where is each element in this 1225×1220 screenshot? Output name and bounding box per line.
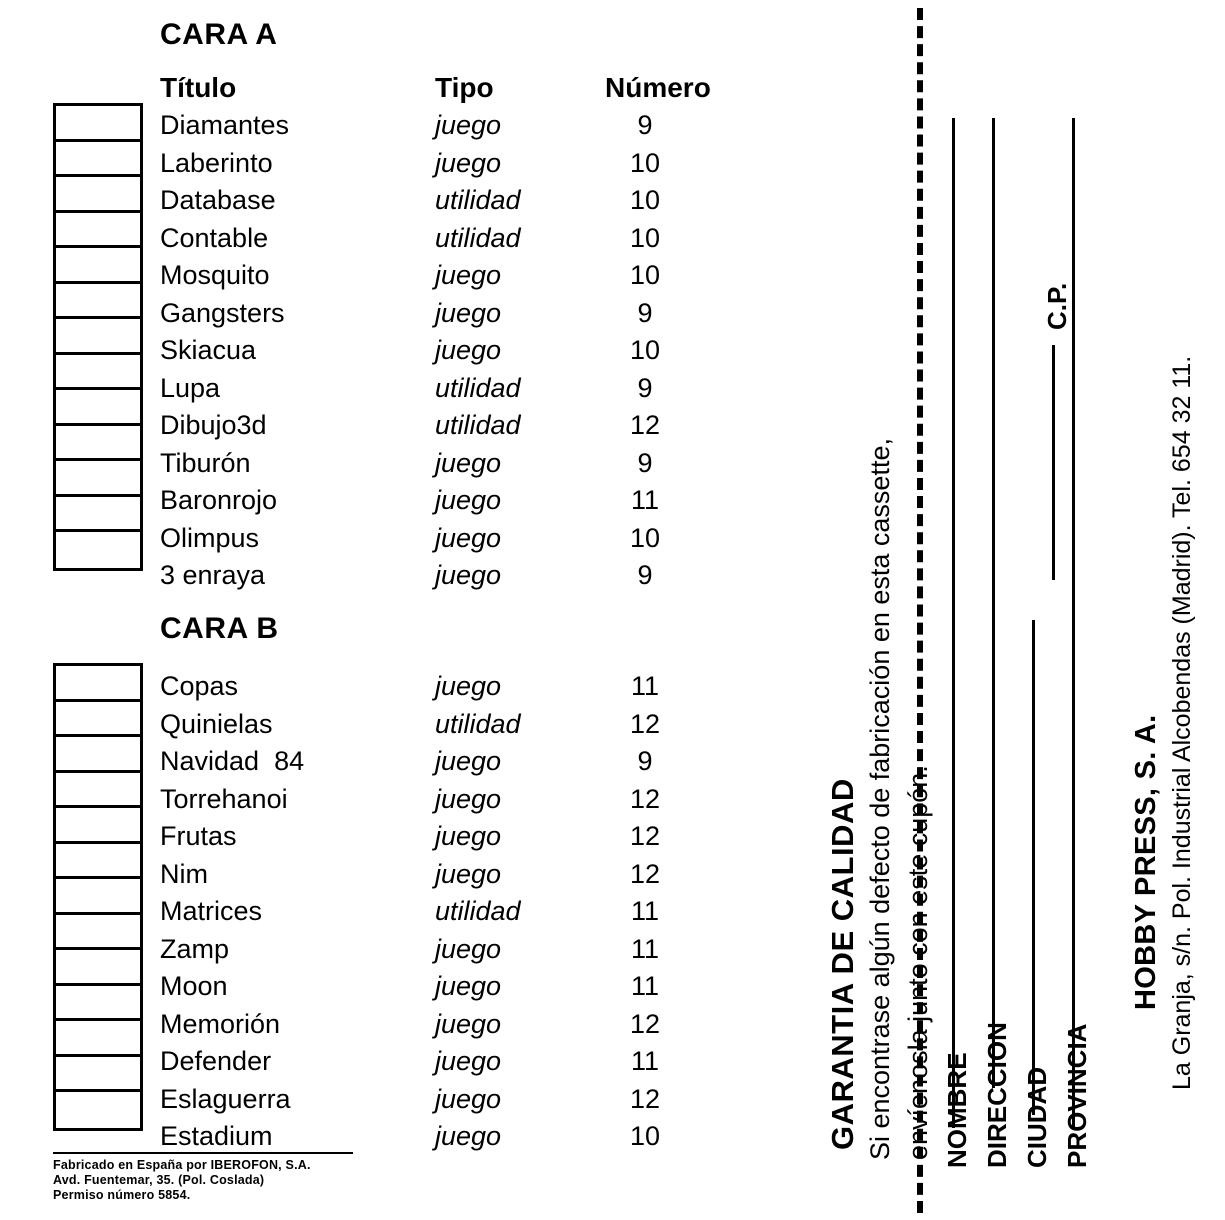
track-checkbox[interactable] xyxy=(56,213,140,249)
track-title: Olimpus xyxy=(160,522,260,553)
track-row xyxy=(160,260,760,296)
field-label-direccion: DIRECCION xyxy=(982,1022,1012,1168)
field-label-ciudad: CIUDAD xyxy=(1022,1066,1052,1168)
track-row xyxy=(160,410,760,446)
cut-dashed-line xyxy=(917,8,923,1213)
field-rule-provincia[interactable] xyxy=(1072,118,1075,1128)
track-type: juego xyxy=(435,1083,502,1114)
track-row xyxy=(160,523,760,559)
track-number: 9 xyxy=(637,447,653,478)
track-number: 12 xyxy=(629,783,661,814)
track-type: juego xyxy=(435,560,502,590)
track-checkbox[interactable] xyxy=(56,426,140,462)
track-number: 12 xyxy=(629,1083,661,1114)
track-row xyxy=(160,859,760,895)
track-row xyxy=(160,1084,760,1120)
track-type: utilidad xyxy=(435,372,521,403)
track-title: Lupa xyxy=(160,372,221,403)
fineprint-line: Fabricado en España por IBEROFON, S.A. xyxy=(53,1158,311,1172)
track-type: juego xyxy=(435,1121,502,1151)
track-row xyxy=(160,448,760,484)
track-type: juego xyxy=(435,110,502,140)
field-rule-direccion[interactable] xyxy=(992,118,995,1088)
track-title: Copas xyxy=(160,671,239,701)
track-number: 12 xyxy=(629,821,661,851)
track-title: Frutas xyxy=(160,821,237,851)
track-title: Mosquito xyxy=(160,260,270,290)
fineprint-line: Avd. Fuentemar, 35. (Pol. Coslada) xyxy=(53,1173,265,1187)
track-title: Tiburón xyxy=(160,447,251,478)
track-number: 10 xyxy=(629,147,661,178)
track-title: Matrices xyxy=(160,896,263,926)
track-number: 10 xyxy=(629,260,661,290)
track-row xyxy=(160,148,760,184)
track-checkbox[interactable] xyxy=(56,1092,140,1128)
track-type: utilidad xyxy=(435,708,521,739)
track-type: juego xyxy=(435,147,502,178)
track-number: 9 xyxy=(637,746,653,776)
track-title: Database xyxy=(160,185,276,215)
side-b-heading: CARA B xyxy=(160,612,279,645)
track-checkbox[interactable] xyxy=(56,950,140,986)
track-title: Memorión xyxy=(160,1008,281,1039)
track-title: Skiacua xyxy=(160,335,257,365)
track-checkbox[interactable] xyxy=(56,844,140,880)
track-number: 10 xyxy=(629,222,661,253)
track-row xyxy=(160,934,760,970)
track-checkbox[interactable] xyxy=(56,1021,140,1057)
track-checkbox[interactable] xyxy=(56,808,140,844)
fineprint-line: Permiso número 5854. xyxy=(53,1188,191,1202)
side-a-heading: CARA A xyxy=(160,18,278,51)
track-row xyxy=(160,335,760,371)
field-rule-ciudad[interactable] xyxy=(1032,620,1035,1115)
track-type: juego xyxy=(435,671,502,701)
track-type: juego xyxy=(435,485,502,515)
track-title: Eslaguerra xyxy=(160,1083,291,1114)
track-type: juego xyxy=(435,447,502,478)
field-label-cp: C.P. xyxy=(1042,282,1072,330)
track-title: Dibujo3d xyxy=(160,410,267,440)
track-number: 12 xyxy=(629,410,661,440)
track-row xyxy=(160,709,760,745)
track-checkbox[interactable] xyxy=(56,106,140,142)
track-type: juego xyxy=(435,783,502,814)
track-checkbox[interactable] xyxy=(56,702,140,738)
track-number: 11 xyxy=(630,1046,660,1076)
track-row xyxy=(160,1009,760,1045)
track-title: 3 enraya xyxy=(160,560,266,590)
track-type: utilidad xyxy=(435,410,521,440)
track-row xyxy=(160,298,760,334)
track-row xyxy=(160,971,760,1007)
track-number: 9 xyxy=(637,372,653,403)
manufacturer-fineprint xyxy=(53,1152,353,1203)
track-type: juego xyxy=(435,1008,502,1039)
track-row xyxy=(160,110,760,146)
company-name: HOBBY PRESS, S. A. xyxy=(1130,714,1162,1010)
track-number: 10 xyxy=(629,522,661,553)
track-type: juego xyxy=(435,821,502,851)
guarantee-text-line-2: envíenosla junto con este cupón. xyxy=(903,765,933,1160)
track-title: Quinielas xyxy=(160,708,273,739)
track-number: 11 xyxy=(630,933,660,964)
track-number: 9 xyxy=(637,560,653,590)
track-type: juego xyxy=(435,260,502,290)
track-row xyxy=(160,896,760,932)
track-number: 11 xyxy=(630,485,660,515)
checkbox-column-side-b[interactable] xyxy=(53,663,143,1131)
track-checkbox[interactable] xyxy=(56,142,140,178)
track-checkbox[interactable] xyxy=(56,737,140,773)
track-row xyxy=(160,671,760,707)
column-header-title: Título xyxy=(160,72,237,103)
column-header-type: Tipo xyxy=(435,72,494,103)
track-title: Gangsters xyxy=(160,297,285,328)
field-label-provincia: PROVINCIA xyxy=(1062,1023,1092,1168)
track-row xyxy=(160,746,760,782)
checkbox-column-side-a[interactable] xyxy=(53,103,143,571)
track-row xyxy=(160,821,760,857)
track-title: Contable xyxy=(160,222,269,253)
track-checkbox[interactable] xyxy=(56,773,140,809)
track-checkbox[interactable] xyxy=(56,986,140,1022)
track-row xyxy=(160,1046,760,1082)
track-checkbox[interactable] xyxy=(56,390,140,426)
track-number: 9 xyxy=(637,110,653,140)
track-type: utilidad xyxy=(435,222,521,253)
track-type: juego xyxy=(435,1046,502,1076)
track-row xyxy=(160,223,760,259)
track-number: 11 xyxy=(630,971,660,1001)
track-checkbox[interactable] xyxy=(56,915,140,951)
track-title: Baronrojo xyxy=(160,485,278,515)
track-type: juego xyxy=(435,297,502,328)
track-row xyxy=(160,560,760,596)
track-number: 12 xyxy=(629,858,661,889)
track-checkbox[interactable] xyxy=(56,532,140,568)
track-title: Moon xyxy=(160,971,228,1001)
track-type: utilidad xyxy=(435,896,521,926)
track-title: Estadium xyxy=(160,1121,273,1151)
track-checkbox[interactable] xyxy=(56,879,140,915)
guarantee-title: GARANTIA DE CALIDAD xyxy=(825,778,860,1150)
track-title: Navidad 84 xyxy=(160,746,305,776)
track-checkbox[interactable] xyxy=(56,248,140,284)
track-title: Laberinto xyxy=(160,147,273,178)
track-checkbox[interactable] xyxy=(56,355,140,391)
track-title: Nim xyxy=(160,858,208,889)
track-number: 12 xyxy=(629,708,661,739)
track-checkbox[interactable] xyxy=(56,1057,140,1093)
guarantee-coupon xyxy=(790,0,1225,1220)
column-header-number: Número xyxy=(605,72,711,103)
track-number: 12 xyxy=(629,1008,661,1039)
track-checkbox[interactable] xyxy=(56,666,140,702)
track-number: 10 xyxy=(629,335,661,365)
track-row xyxy=(160,185,760,221)
track-checkbox[interactable] xyxy=(56,177,140,213)
guarantee-text-line-1: Si encontrase algún defecto de fabricación en esta cassette, xyxy=(865,438,895,1160)
track-number: 9 xyxy=(637,297,653,328)
track-type: juego xyxy=(435,971,502,1001)
track-number: 10 xyxy=(629,185,661,215)
track-type: juego xyxy=(435,858,502,889)
track-row xyxy=(160,784,760,820)
track-row xyxy=(160,485,760,521)
track-number: 11 xyxy=(630,671,660,701)
track-row xyxy=(160,373,760,409)
track-checkbox[interactable] xyxy=(56,461,140,497)
track-type: utilidad xyxy=(435,185,521,215)
track-checkbox[interactable] xyxy=(56,284,140,320)
company-address: La Granja, s/n. Pol. Industrial Alcobendas (Madrid). Tel. 654 32 11. xyxy=(1168,355,1196,1090)
field-label-nombre: NOMBRE xyxy=(942,1052,972,1168)
field-rule-nombre[interactable] xyxy=(952,118,955,1128)
track-title: Defender xyxy=(160,1046,272,1076)
track-type: juego xyxy=(435,933,502,964)
track-title: Zamp xyxy=(160,933,230,964)
track-type: juego xyxy=(435,522,502,553)
field-rule-cp[interactable] xyxy=(1052,345,1055,580)
track-title: Torrehanoi xyxy=(160,783,288,814)
track-type: juego xyxy=(435,335,502,365)
track-title: Diamantes xyxy=(160,110,290,140)
track-number: 11 xyxy=(630,896,660,926)
track-number: 10 xyxy=(629,1121,661,1151)
track-checkbox[interactable] xyxy=(56,319,140,355)
track-type: juego xyxy=(435,746,502,776)
track-checkbox[interactable] xyxy=(56,497,140,533)
